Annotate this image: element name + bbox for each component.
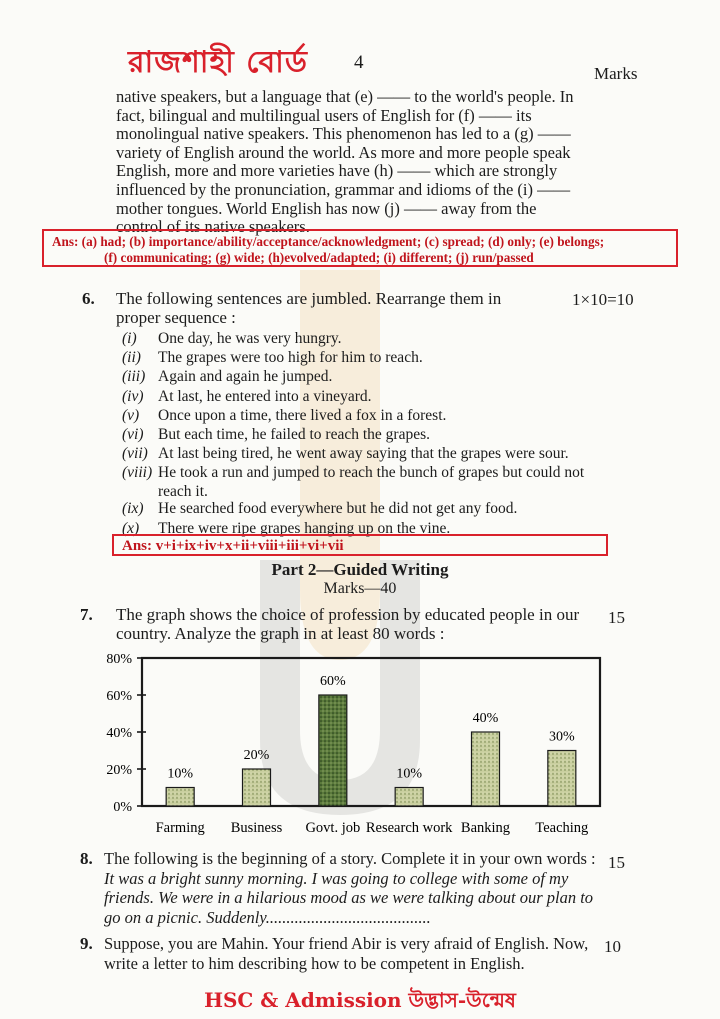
y-tick-label: 40% <box>106 726 132 741</box>
marks-header: Marks <box>594 64 638 83</box>
bar-value-label: 20% <box>243 748 270 763</box>
sentence-numeral: (ix) <box>122 500 144 518</box>
sentence-numeral: (iv) <box>122 387 144 405</box>
sentence-text: He searched food everywhere but he did not get any food. <box>158 500 518 518</box>
y-tick-label: 0% <box>113 800 132 815</box>
x-category-label: Govt. job <box>305 820 361 836</box>
answer-line: Ans: (a) had; (b) importance/ability/acceptance/acknowledgment; (c) spread; (d) only; (e) belongs; <box>52 234 605 249</box>
question-marks: 15 <box>608 853 625 872</box>
passage-line: native speakers, but a language that (e) —— to the world's people. In <box>116 87 574 106</box>
answer-box-1 <box>42 229 678 267</box>
passage-line: control of its native speakers. <box>116 217 310 237</box>
question-marks: 10 <box>604 937 621 956</box>
board-title: রাজশাহী বোর্ড <box>128 45 308 80</box>
y-tick-label: 80% <box>106 652 132 667</box>
section-title: Part 2—Guided Writing <box>271 560 449 579</box>
page-number: 4 <box>354 52 364 73</box>
x-category-label: Business <box>230 820 283 836</box>
story-opening: It was a bright sunny morning. I was going to college with some of my friends. We were in a hilarious mood as we were talking about our plan to go on a picnic. Suddenly........................................ <box>104 868 594 927</box>
question-text: The following is the beginning of a story. Complete it in your own words : <box>104 849 596 868</box>
passage-line: monolingual native speakers. This phenomenon has led to a (g) —— <box>116 124 571 144</box>
sentence-text: Again and again he jumped. <box>158 368 333 386</box>
section-marks: Marks—40 <box>323 580 397 597</box>
sentence-numeral: (i) <box>122 330 137 347</box>
sentence-text: One day, he was very hungry. <box>158 330 342 347</box>
question-marks: 15 <box>608 608 625 627</box>
sentence-numeral: (x) <box>122 519 140 537</box>
passage <box>116 88 598 237</box>
sentence-numeral: (iii) <box>122 368 146 386</box>
sentence-numeral: (vi) <box>122 425 144 443</box>
bar <box>548 751 576 807</box>
question-marks: 1×10=10 <box>572 290 634 309</box>
bar-value-label: 30% <box>548 729 575 745</box>
question-number: 7. <box>80 605 93 624</box>
bar <box>472 732 500 806</box>
question-number: 9. <box>80 934 93 953</box>
bar-value-label: 40% <box>472 711 499 726</box>
sentence-item <box>122 406 602 425</box>
sentence-item <box>122 387 602 406</box>
y-tick-label: 20% <box>106 763 132 778</box>
profession-bar-chart <box>100 640 620 840</box>
sentence-text: He took a run and jumped to reach the bunch of grapes but could not reach it. <box>158 464 585 501</box>
bar <box>166 788 194 807</box>
y-tick-label: 60% <box>106 689 132 704</box>
bar-value-label: 10% <box>167 766 194 782</box>
question-text: The graph shows the choice of profession by educated people in our country. Analyze the graph in at least 80 words : <box>116 605 580 643</box>
sentence-item <box>122 463 602 499</box>
question-text-block <box>104 849 600 927</box>
question-number: 6. <box>82 289 95 308</box>
sentence-text: At last, he entered into a vineyard. <box>158 387 372 405</box>
x-category-label: Research work <box>365 820 453 836</box>
sentence-text: There were ripe grapes hanging up on the vine. <box>158 519 451 537</box>
bar-value-label: 10% <box>396 766 423 782</box>
sentence-text: But each time, he failed to reach the grapes. <box>158 425 430 443</box>
sentence-numeral: (vii) <box>122 445 148 463</box>
sentence-text: The grapes were too high for him to reach. <box>158 349 423 367</box>
bar-value-label: 60% <box>319 674 346 689</box>
passage-line: variety of English around the world. As more and more people speak <box>116 142 571 162</box>
sentence-item <box>122 499 602 518</box>
sentence-text: At last being tired, he went away saying that the grapes were sour. <box>158 445 569 463</box>
sentence-numeral: (viii) <box>122 464 153 482</box>
x-category-label: Farming <box>155 820 205 836</box>
bar <box>243 769 271 806</box>
passage-line: influenced by the pronunciation, grammar and idioms of the (i) —— <box>116 179 571 199</box>
bar <box>395 788 423 807</box>
bar <box>319 695 347 806</box>
plot-frame <box>142 658 600 806</box>
sentence-numeral: (v) <box>122 406 140 424</box>
question-text: The following sentences are jumbled. Rearrange them in proper sequence : <box>116 289 502 327</box>
x-category-label: Banking <box>460 820 511 836</box>
jumbled-sentences <box>122 329 602 538</box>
x-category-label: Teaching <box>535 820 589 836</box>
sentence-text: Once upon a time, there lived a fox in a forest. <box>158 406 447 424</box>
question-text: Suppose, you are Mahin. Your friend Abir is very afraid of English. Now, write a letter to him describing how to be competent in English. <box>104 934 589 973</box>
sentence-item <box>122 348 602 367</box>
sentence-item <box>122 367 602 386</box>
sentence-item <box>122 425 602 444</box>
sentence-item <box>122 329 602 348</box>
answer-line: (f) communicating; (g) wide; (h)evolved/adapted; (i) different; (j) run/passed <box>104 250 534 265</box>
sentence-item <box>122 444 602 463</box>
question-number: 8. <box>80 849 93 868</box>
answer-box-2: Ans: v+i+ix+iv+x+ii+viii+iii+vi+vii <box>112 534 608 556</box>
passage-line: fact, bilingual and multilingual users of English for (f) —— its <box>116 105 532 125</box>
passage-line: English, more and more varieties have (h) —— which are strongly <box>116 161 558 181</box>
sentence-numeral: (ii) <box>122 349 141 367</box>
passage-line: mother tongues. World English has now (j) —— away from the <box>116 198 537 218</box>
footer-brand: HSC & Admission উদ্ভাস-উন্মেষ <box>204 988 516 1012</box>
